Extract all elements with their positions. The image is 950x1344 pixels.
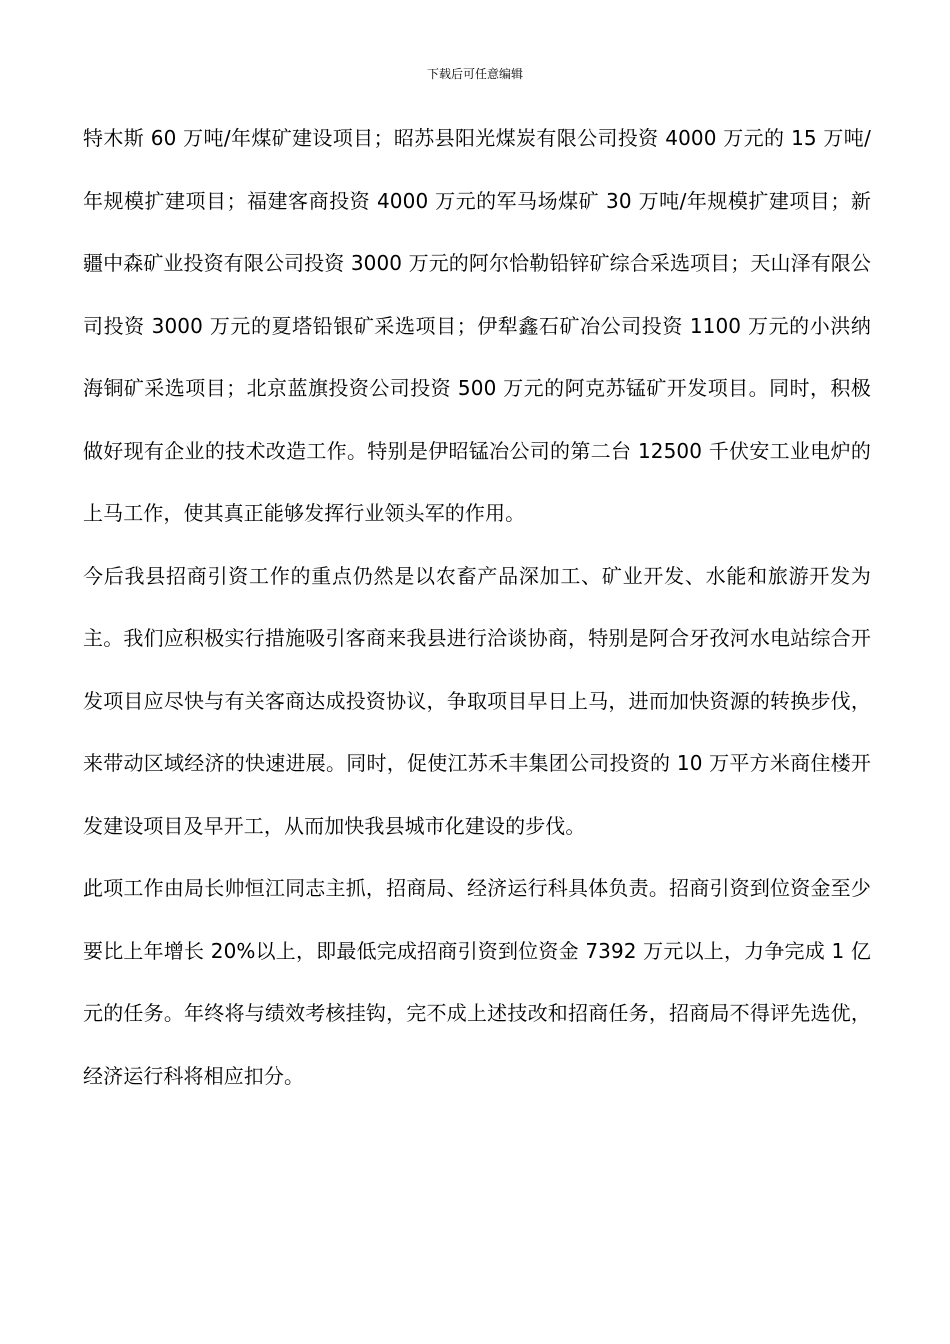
page-header: 下载后可任意编辑: [426, 67, 523, 81]
document-body: [83, 107, 871, 1107]
paragraph-projects: 特木斯 60 万吨/年煤矿建设项目；昭苏县阳光煤炭有限公司投资 4000 万元的 15 万吨/年规模扩建项目；福建客商投资 4000 万元的军马场煤矿 30 万吨/年规模扩建项目；新疆中森矿业投资有限公司投资 3000 万元的阿尔恰勒铅锌矿综合采选项目；天山泽有限公司投资 3000 万元的夏塔铅银矿采选项目；伊犁鑫石矿冶公司投资 1100 万元的小洪纳海铜矿采选项目；北京蓝旗投资公司投资 500 万元的阿克苏锰矿开发项目。同时，积极做好现有企业的技术改造工作。特别是伊昭锰冶公司的第二台 12500 千伏安工业电炉的上马工作，使其真正能够发挥行业领头军的作用。: [83, 126, 871, 525]
paragraph-future-focus: 今后我县招商引资工作的重点仍然是以农畜产品深加工、矿业开发、水能和旅游开发为主。我们应积极实行措施吸引客商来我县进行洽谈协商，特别是阿合牙孜河水电站综合开发项目应尽快与有关客商达成投资协议，争取项目早日上马，进而加快资源的转换步伐，来带动区域经济的快速进展。同时，促使江苏禾丰集团公司投资的 10 万平方米商住楼开发建设项目及早开工，从而加快我县城市化建设的步伐。: [83, 563, 871, 838]
paragraph-responsibility: 此项工作由局长帅恒江同志主抓，招商局、经济运行科具体负责。招商引资到位资金至少要比上年增长 20%以上，即最低完成招商引资到位资金 7392 万元以上，力争完成 1 亿元的任务。年终将与绩效考核挂钩，完不成上述技改和招商任务，招商局不得评先选优，经济运行科将相应扣分。: [83, 876, 871, 1088]
